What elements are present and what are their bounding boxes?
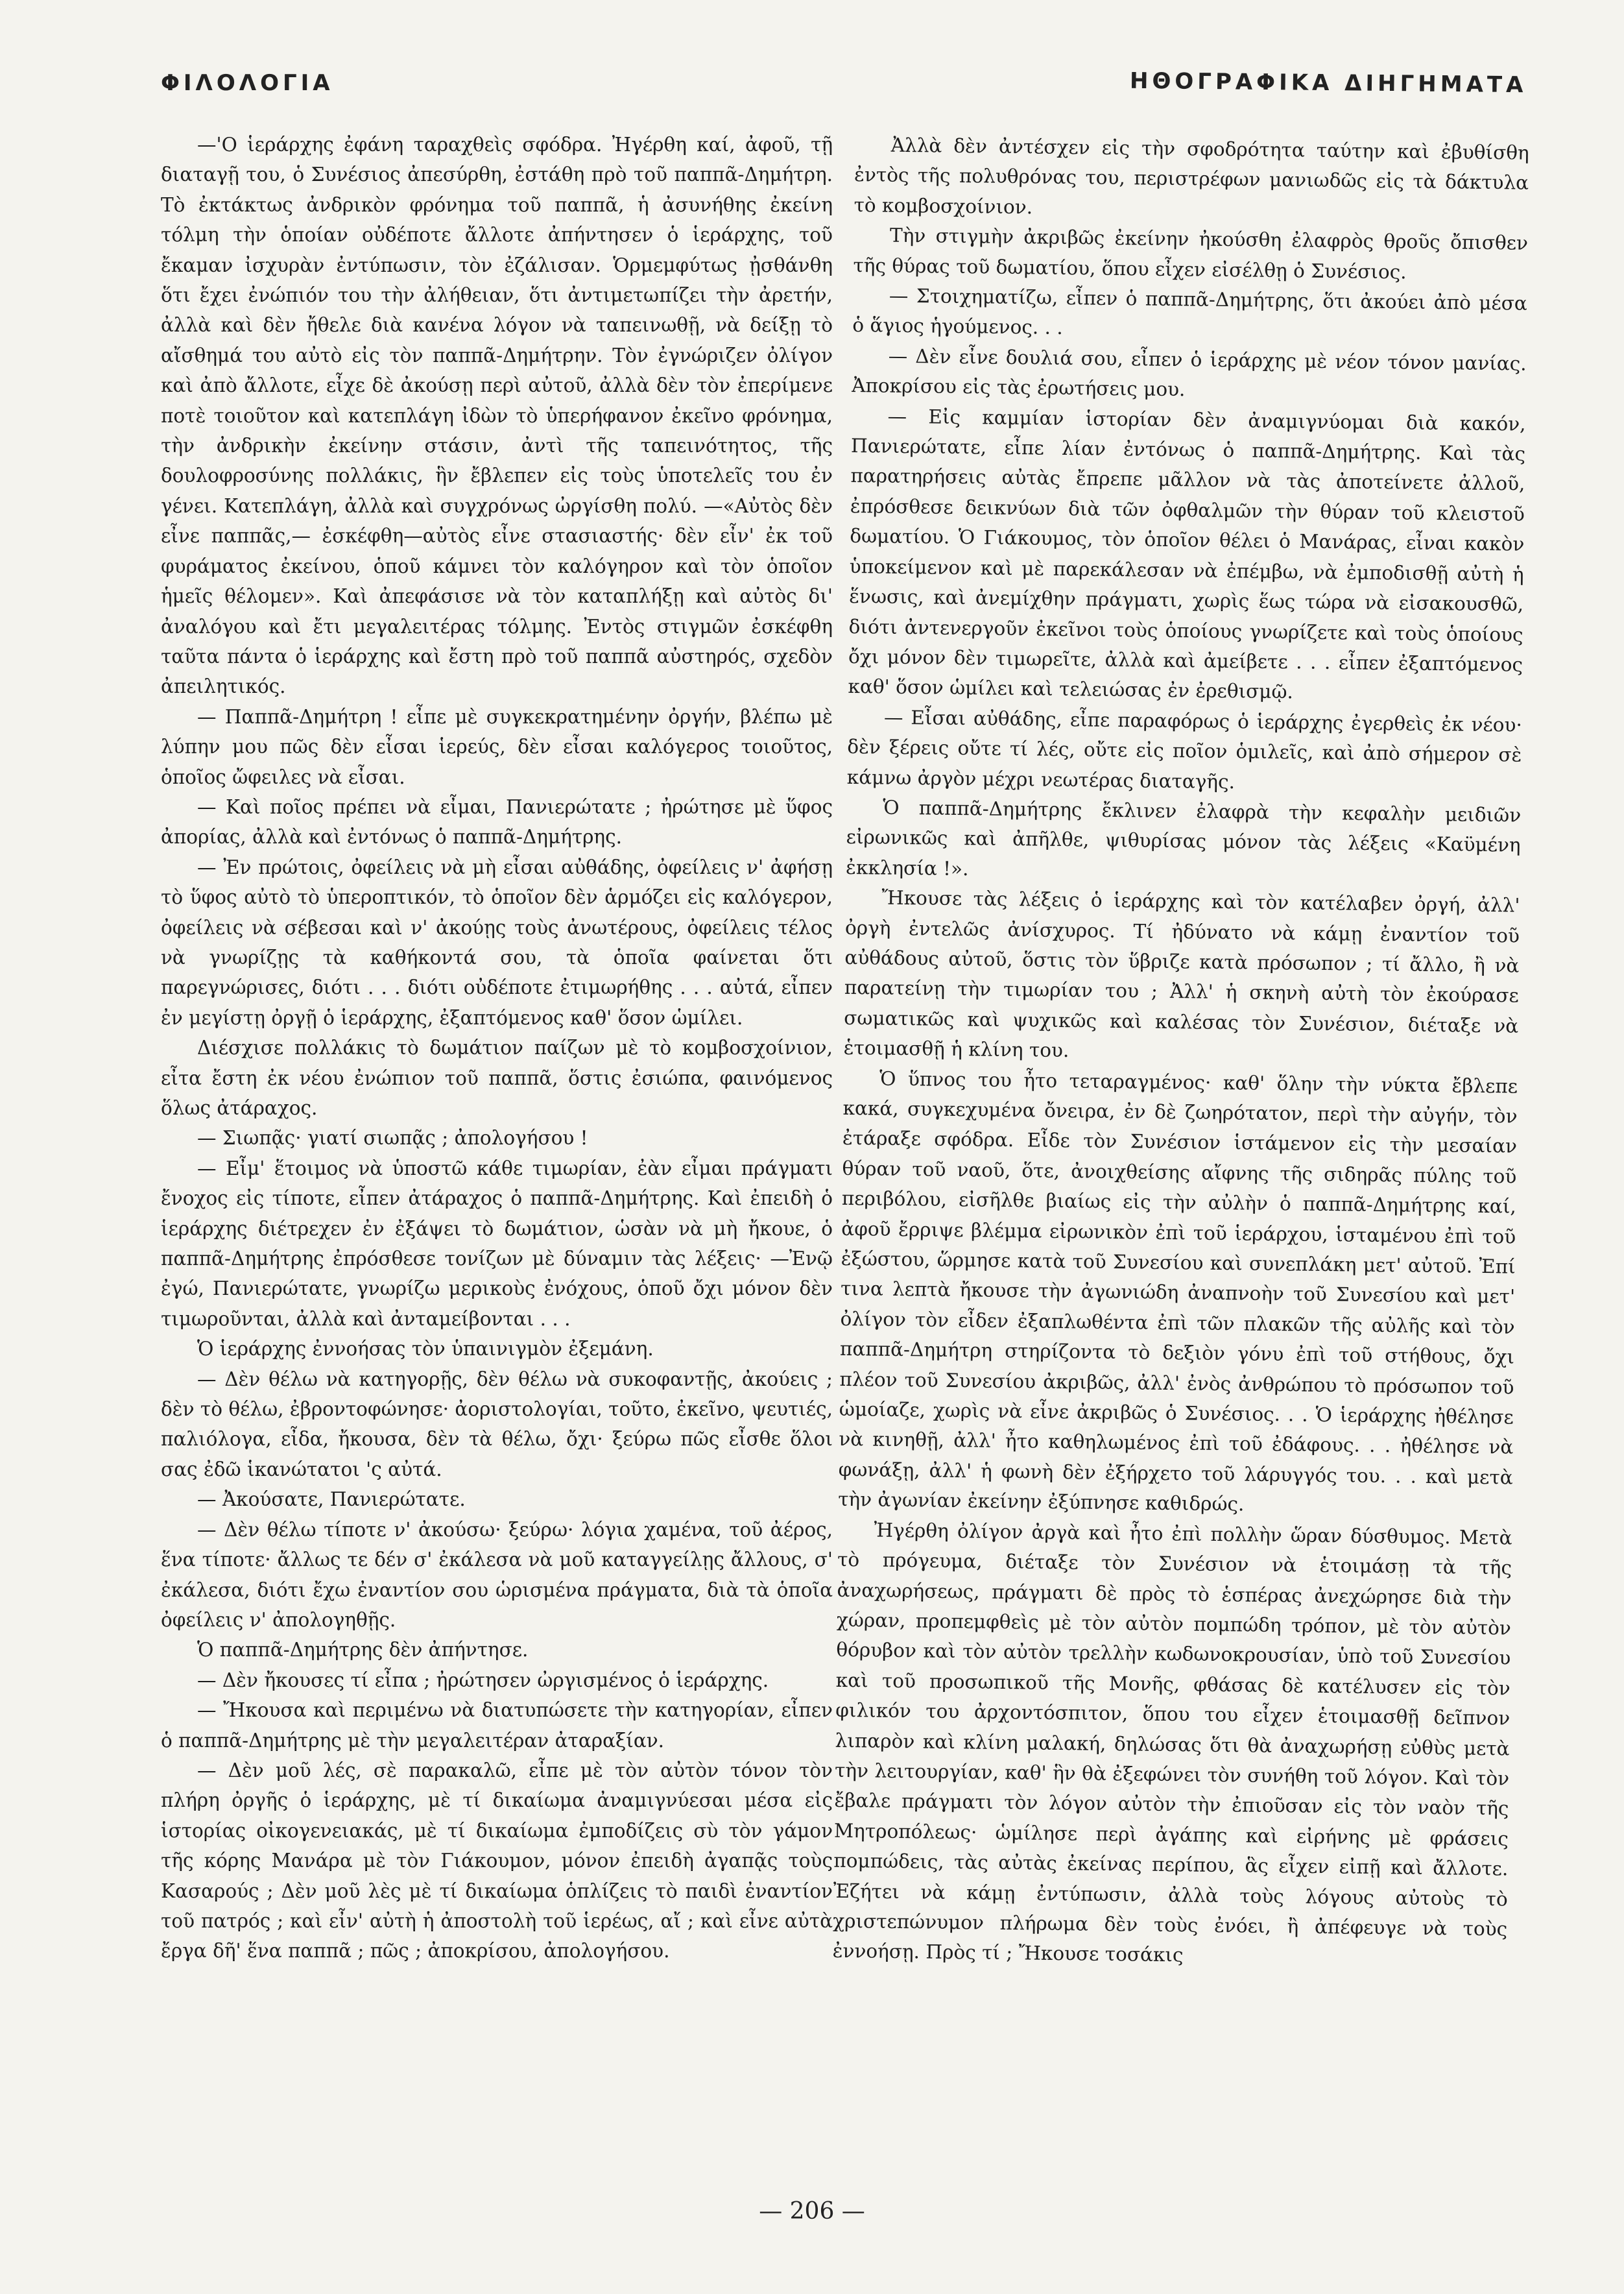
- paragraph: Ἀλλὰ δὲν ἀντέσχεν εἰς τὴν σφοδρότητα ταύτην καὶ ἐβυθίσθη ἐντὸς τῆς πολυθρόνας του, περιστρέφων μανιωδῶς εἰς τὰ δάκτυλα τὸ κομβοσχοίνιον.: [854, 134, 1529, 219]
- paragraph: —'Ο ἱεράρχης ἐφάνη ταραχθεὶς σφόδρα. Ἠγέρθη καί, ἀφοῦ, τῇ διαταγῇ του, ὁ Συνέσιος ἀπεσύρθη, ἐστάθη πρὸ τοῦ παππᾶ-Δημήτρη. Τὸ ἐκτάκτως ἀνδρικὸν φρόνημα τοῦ παππᾶ, ἡ ἀσυνήθης ἐκείνη τόλμη τὴν ὁποίαν οὐδέποτε ἄλλοτε ἀπήντησεν ὁ ἱεράρχης, τοῦ ἔκαμαν ἰσχυρὰν ἐντύπωσιν, τὸν ἐζάλισαν. Ὁρμεμφύτως ᾐσθάνθη ὅτι ἔχει ἐνώπιόν του τὴν ἀλήθειαν, ὅτι ἀντιμετωπίζει τὴν ἀρετήν, ἀλλὰ καὶ δὲν ἤθελε διὰ κανένα λόγον νὰ ταπεινωθῇ, νὰ δείξῃ τὸ αἴσθημά του αὐτὸ εἰς τὸν παππᾶ-Δημήτρην. Τὸν ἐγνώριζεν ὀλίγον καὶ ἀπὸ ἄλλοτε, εἶχε δὲ ἀκούσῃ περὶ αὐτοῦ, ἀλλὰ δὲν τὸν ἐπερίμενε ποτὲ τοιοῦτον καὶ κατεπλάγη ἰδὼν τὸ ὑπερήφανον ἐκεῖνο φρόνημα, τὴν ἀνδρικὴν ἐκείνην στάσιν, ἀντὶ τῆς ταπεινότητος, τῆς δουλοφροσύνης πολλάκις, ἣν ἔβλεπεν εἰς τοὺς ὑποτελεῖς του ἐν γένει. Κατεπλάγη, ἀλλὰ καὶ συγχρόνως ὠργίσθη πολύ. —«Αὐτὸς δὲν εἶνε παππᾶς,— ἐσκέφθη—αὐτὸς εἶνε στασιαστής· δὲν εἶν' ἐκ τοῦ φυράματος ἐκείνου, ὁποῦ κάμνει τὸν καλόγηρον καὶ τὸν ὁποῖον ἡμεῖς θέλομεν». Καὶ ἀπεφάσισε νὰ τὸν καταπλήξῃ καὶ αὐτὸς δι' ἀναλόγου καὶ ἔτι μεγαλειτέρας τόλμης. Ἐντὸς στιγμῶν ἐσκέφθη ταῦτα πάντα ὁ ἱεράρχης καὶ ἔστη πρὸ τοῦ παππᾶ αὐστηρός, σχεδὸν ἀπειλητικός.: [161, 134, 833, 698]
- paragraph: — Ἀκούσατε, Πανιερώτατε.: [197, 1488, 466, 1511]
- right-column: [832, 130, 1529, 1974]
- paragraph: — Δὲν θέλω νὰ κατηγορῇς, δὲν θέλω νὰ συκοφαντῇς, ἀκούεις ; δὲν τὸ θέλω, ἐβροντοφώνησε· ἀοριστολογίαι, τοῦτο, ἐκεῖνο, ψευτιές, παλιόλογα, εἶδα, ἤκουσα, δὲν τὰ θέλω, ὄχι· ξεύρω πῶς εἶσθε ὅλοι σας ἐδῶ ἱκανώτατοι 'ς αὐτά.: [161, 1368, 833, 1480]
- paragraph: Ὁ παππᾶ-Δημήτρης δὲν ἀπήντησε.: [197, 1639, 529, 1661]
- page-number: — 206 —: [759, 2198, 865, 2225]
- paragraph: — Σιωπᾷς· γιατί σιωπᾷς ; ἀπολογήσου !: [197, 1127, 588, 1150]
- paragraph: Τὴν στιγμὴν ἀκριβῶς ἐκείνην ἠκούσθη ἐλαφρὸς θροῦς ὄπισθεν τῆς θύρας τοῦ δωματίου, ὅπου εἶχεν εἰσέλθῃ ὁ Συνέσιος.: [853, 224, 1529, 284]
- paragraph: — Εἶμ' ἕτοιμος νὰ ὑποστῶ κάθε τιμωρίαν, ἐὰν εἶμαι πράγματι ἔνοχος εἰς τίποτε, εἶπεν ἀτάραχος ὁ παππᾶ-Δημήτρης. Καὶ ἐπειδὴ ὁ ἱεράρχης διέτρεχεν ἐν ἐξάψει τὸ δωμάτιον, ὡσὰν νὰ μὴ ἤκουε, ὁ παππᾶ-Δημήτρης ἐπρόσθεσε τονίζων μὲ δύναμιν τὰς λέξεις· —Ἐνῷ ἐγώ, Πανιερώτατε, γνωρίζω μερικοὺς ἐνόχους, ὁποῦ ὄχι μόνον δὲν τιμωροῦνται, ἀλλὰ καὶ ἀνταμείβονται . . .: [161, 1157, 833, 1330]
- paragraph: Ἤκουσε τὰς λέξεις ὁ ἱεράρχης καὶ τὸν κατέλαβεν ὀργή, ἀλλ' ὀργὴ ἐντελῶς ἀνίσχυρος. Τί ἠδύνατο νὰ κάμῃ ἐναντίον τοῦ αὐθάδους αὐτοῦ, ὅστις τὸν ὕβριζε κατὰ πρόσωπον ; τί ἄλλο, ἢ νὰ παρατείνῃ τὴν τιμωρίαν του ; Ἀλλ' ἡ σκηνὴ αὐτὴ τὸν ἐκούρασε σωματικῶς καὶ ψυχικῶς καὶ καλέσας τὸν Συνέσιον, διέταξε νὰ ἑτοιμασθῇ ἡ κλίνη του.: [843, 886, 1520, 1062]
- paragraph: — Δὲν θέλω τίποτε ν' ἀκούσω· ξεύρω· λόγια χαμένα, τοῦ ἀέρος, ἕνα τίποτε· ἄλλως τε δέν σ' ἐκάλεσα νὰ μοῦ καταγγείλῃς ἄλλους, σ' ἐκάλεσα, διότι ἔχω ἐναντίον σου ὡρισμένα πράγματα, διὰ τὰ ὁποῖα ὀφείλεις ν' ἀπολογηθῇς.: [161, 1518, 833, 1631]
- paragraph: — Εἰς καμμίαν ἱστορίαν δὲν ἀναμιγνύομαι διὰ κακόν, Πανιερώτατε, εἶπε λίαν ἐντόνως ὁ παππᾶ-Δημήτρης. Καὶ τὰς παρατηρήσεις αὐτὰς ἔπρεπε μᾶλλον νὰ τὰς ἀποτείνετε ἀλλοῦ, ἐπρόσθεσε δεικνύων διὰ τῶν ὀφθαλμῶν τὴν θύραν τοῦ κλειστοῦ δωματίου. Ὁ Γιάκουμος, τὸν ὁποῖον θέλει ὁ Μανάρας, εἶναι κακὸν ὑποκείμενον καὶ μὲ παρεκάλεσαν νὰ ἐπέμβω, νὰ ἐμποδισθῇ αὐτὴ ἡ ἕνωσις, καὶ ἀνεμίχθην πράγματι, χωρὶς ἕως τώρα νὰ εἰσακουσθῶ, διότι ἀντενεργοῦν ἐκεῖνοι τοὺς ὁποίους γνωρίζετε καὶ τοὺς ὁποίους ὄχι μόνον δὲν τιμωρεῖτε, ἀλλὰ καὶ ἀμείβετε . . . εἶπεν ἐξαπτόμενος καθ' ὅσον ὡμίλει καὶ τελειώσας ἐν ἐρεθισμῷ.: [848, 405, 1526, 703]
- paragraph: Ὁ ὕπνος του ἦτο τεταραγμένος· καθ' ὅλην τὴν νύκτα ἔβλεπε κακά, συγκεχυμένα ὄνειρα, ἐν δὲ ζωηρότατον, περὶ τὴν αὐγήν, τὸν ἐτάραξε σφόδρα. Εἶδε τὸν Συνέσιον ἱστάμενον εἰς τὴν μεσαίαν θύραν τοῦ ναοῦ, ὅτε, ἀνοιχθείσης αἴφνης τῆς σιδηρᾶς πύλης τοῦ περιβόλου, εἰσῆλθε βιαίως εἰς τὴν αὐλὴν ὁ παππᾶ-Δημήτρης καί, ἀφοῦ ἔρριψε βλέμμα εἰρωνικὸν ἐπὶ τοῦ ἱεράρχου, ἱσταμένου ἐπὶ τοῦ ἐξώστου, ὥρμησε κατὰ τοῦ Συνεσίου καὶ συνεπλάκη μετ' αὐτοῦ. Ἐπί τινα λεπτὰ ἤκουσε τὴν ἀγωνιώδη ἀναπνοὴν τοῦ Συνεσίου καὶ μετ' ὀλίγον τὸν εἶδεν ἐξαπλωθέντα ἐπὶ τῶν πλακῶν τῆς αὐλῆς καὶ τὸν παππᾶ-Δημήτρη στηρίζοντα τὸ δεξιὸν γόνυ ἐπὶ τοῦ στήθους, ὄχι πλέον τοῦ Συνεσίου ἀκριβῶς, ἀλλ' ἐνὸς ἀνθρώπου τὸ πρόσωπον τοῦ ὡμοίαζε, χωρὶς νὰ εἶνε ἀκριβῶς ὁ Συνέσιος. . . Ὁ ἱεράρχης ἠθέλησε νὰ κινηθῇ, ἀλλ' ἦτο καθηλωμένος ἐπὶ τοῦ ἐδάφους. . . ἠθέλησε νὰ φωνάξῃ, ἀλλ' ἡ φωνὴ δὲν ἐξήρχετο τοῦ λάρυγγός του. . . καὶ μετὰ τὴν ἀγωνίαν ἐκείνην ἐξύπνησε καθιδρώς.: [837, 1067, 1518, 1515]
- left-column: [161, 130, 833, 1966]
- paragraph: Ὁ ἱεράρχης ἐννοήσας τὸν ὑπαινιγμὸν ἐξεμάνη.: [197, 1338, 654, 1360]
- paragraph: Διέσχισε πολλάκις τὸ δωμάτιον παίζων μὲ τὸ κομβοσχοίνιον, εἶτα ἔστη ἐκ νέου ἐνώπιον τοῦ παππᾶ, ὅστις ἐσιώπα, φαινόμενος ὅλως ἀτάραχος.: [161, 1037, 833, 1119]
- paragraph: — Καὶ ποῖος πρέπει νὰ εἶμαι, Πανιερώτατε ; ἠρώτησε μὲ ὕφος ἀπορίας, ἀλλὰ καὶ ἐντόνως ὁ παππᾶ-Δημήτρης.: [161, 795, 833, 849]
- paragraph: — Παππᾶ-Δημήτρη ! εἶπε μὲ συγκεκρατημένην ὀργήν, βλέπω μὲ λύπην μου πῶς δὲν εἶσαι ἱερεύς, δὲν εἶσαι καλόγερος τοιοῦτος, ὁποῖος ὤφειλες νὰ εἶσαι.: [161, 705, 833, 788]
- paragraph: — Δὲν εἶνε δουλιά σου, εἶπεν ὁ ἱεράρχης μὲ νέον τόνον μανίας. Ἀποκρίσου εἰς τὰς ἐρωτήσεις μου.: [851, 344, 1527, 401]
- running-head-right: ΗΘΟΓΡΑΦΙΚΑ ΔΙΗΓΗΜΑΤΑ: [1129, 67, 1527, 99]
- paragraph: — Ἐν πρώτοις, ὀφείλεις νὰ μὴ εἶσαι αὐθάδης, ὀφείλεις ν' ἀφήσῃ τὸ ὕφος αὐτὸ τὸ ὑπεροπτικόν, τὸ ὁποῖον δὲν ἁρμόζει εἰς καλόγερον, ὀφείλεις νὰ σέβεσαι καὶ ν' ἀκούῃς τοὺς ἀνωτέρους, ὀφείλεις τέλος νὰ γνωρίζῃς τὰ καθήκοντά σου, τὰ ὁποῖα φαίνεται ὅτι παρεγνώρισες, διότι . . . διότι οὐδέποτε ἐτιμωρήθης . . . αὐτά, εἶπεν ἐν μεγίστῃ ὀργῇ ὁ ἱεράρχης, ἐξαπτόμενος καθ' ὅσον ὡμίλει.: [161, 856, 833, 1029]
- paragraph: — Δὲν ἤκουσες τί εἶπα ; ἠρώτησεν ὠργισμένος ὁ ἱεράρχης.: [197, 1669, 769, 1691]
- paragraph: — Ἤκουσα καὶ περιμένω νὰ διατυπώσετε τὴν κατηγορίαν, εἶπεν ὁ παππᾶ-Δημήτρης μὲ τὴν μεγαλειτέραν ἀταραξίαν.: [161, 1699, 833, 1752]
- paragraph: — Εἶσαι αὐθάδης, εἶπε παραφόρως ὁ ἱεράρχης ἐγερθεὶς ἐκ νέου· δὲν ξέρεις οὔτε τί λές, οὔτε εἰς ποῖον ὁμιλεῖς, καὶ ἀπὸ σήμερον σὲ κάμνω ἀργὸν μέχρι νεωτέρας διαταγῆς.: [846, 706, 1523, 793]
- paragraph: Ἠγέρθη ὀλίγον ἀργὰ καὶ ἦτο ἐπὶ πολλὴν ὥραν δύσθυμος. Μετὰ τὸ πρόγευμα, διέταξε τὸν Συνέσιον νὰ ἑτοιμάσῃ τὰ τῆς ἀναχωρήσεως, πράγματι δὲ πρὸς τὸ ἑσπέρας ἀνεχώρησε διὰ τὴν χώραν, προπεμφθεὶς μὲ τὸν αὐτὸν πομπώδη τρόπον, μὲ τὸν αὐτὸν θόρυβον καὶ τὸν αὐτὸν τρελλὴν κωδωνοκρουσίαν, ὑπὸ τοῦ Συνεσίου καὶ τοῦ προσωπικοῦ τῆς Μονῆς, φθάσας δὲ κατέλυσεν εἰς τὸν φιλικόν του ἀρχοντόσπιτον, ὅπου του εἶχεν ἑτοιμασθῇ δεῖπνον λιπαρὸν καὶ κλίνη μαλακή, δηλώσας ὅτι θὰ ἀναχωρήσῃ εὐθὺς μετὰ τὴν λειτουργίαν, καθ' ἣν θὰ ἐξεφώνει τὸν συνήθη τοῦ λόγον. Καὶ τὸν ἔβαλε πράγματι τὸν λόγον αὐτὸν τὴν ἐπιοῦσαν εἰς τὸν ναὸν τῆς Μητροπόλεως· ὡμίλησε περὶ ἀγάπης καὶ εἰρήνης μὲ φράσεις πομπώδεις, τὰς αὐτὰς ἐκείνας περίπου, ἃς εἶχεν εἰπῇ καὶ ἄλλοτε. Ἐζήτει νὰ κάμῃ ἐντύπωσιν, ἀλλὰ τοὺς λόγους αὐτοὺς τὸ χριστεπώνυμον πλήρωμα δὲν τοὺς ἐνόει, ἢ ἀπέφευγε νὰ τοὺς ἐννοήσῃ. Πρὸς τί ; Ἤκουσε τοσάκις: [832, 1519, 1512, 1966]
- paragraph: — Στοιχηματίζω, εἶπεν ὁ παππᾶ-Δημήτρης, ὅτι ἀκούει ἀπὸ μέσα ὁ ἅγιος ἡγούμενος. . .: [852, 284, 1528, 339]
- paragraph: Ὁ παππᾶ-Δημήτρης ἔκλινεν ἐλαφρὰ τὴν κεφαλὴν μειδιῶν εἰρωνικῶς καὶ ἀπῆλθε, ψιθυρίσας μόνον τὰς λέξεις «Καϋμένη ἐκκλησία !».: [845, 796, 1522, 880]
- paragraph: — Δὲν μοῦ λές, σὲ παρακαλῶ, εἶπε μὲ τὸν αὐτὸν τόνον τὸν πλήρη ὀργῆς ὁ ἱεράρχης, μὲ τί δικαίωμα ἀναμιγνύεσαι μέσα εἰς ἱστορίας οἰκογενειακάς, μὲ τί δικαίωμα ἐμποδίζεις σὺ τὸν γάμον τῆς κόρης Μανάρα μὲ τὸν Γιάκουμον, μόνον ἐπειδὴ ἀγαπᾷς τοὺς Κασαρούς ; Δὲν μοῦ λὲς μὲ τί δικαίωμα ὁπλίζεις τὸ παιδὶ ἐναντίον τοῦ πατρός ; καὶ εἶν' αὐτὴ ἡ ἀποστολὴ τοῦ ἱερέως, αἴ ; καὶ εἶνε αὐτὰ ἔργα δῆ' ἕνα παππᾶ ; πῶς ; ἀποκρίσου, ἀπολογήσου.: [161, 1759, 833, 1962]
- running-head-left: ΦΙΛΟΛΟΓΙΑ: [161, 70, 334, 96]
